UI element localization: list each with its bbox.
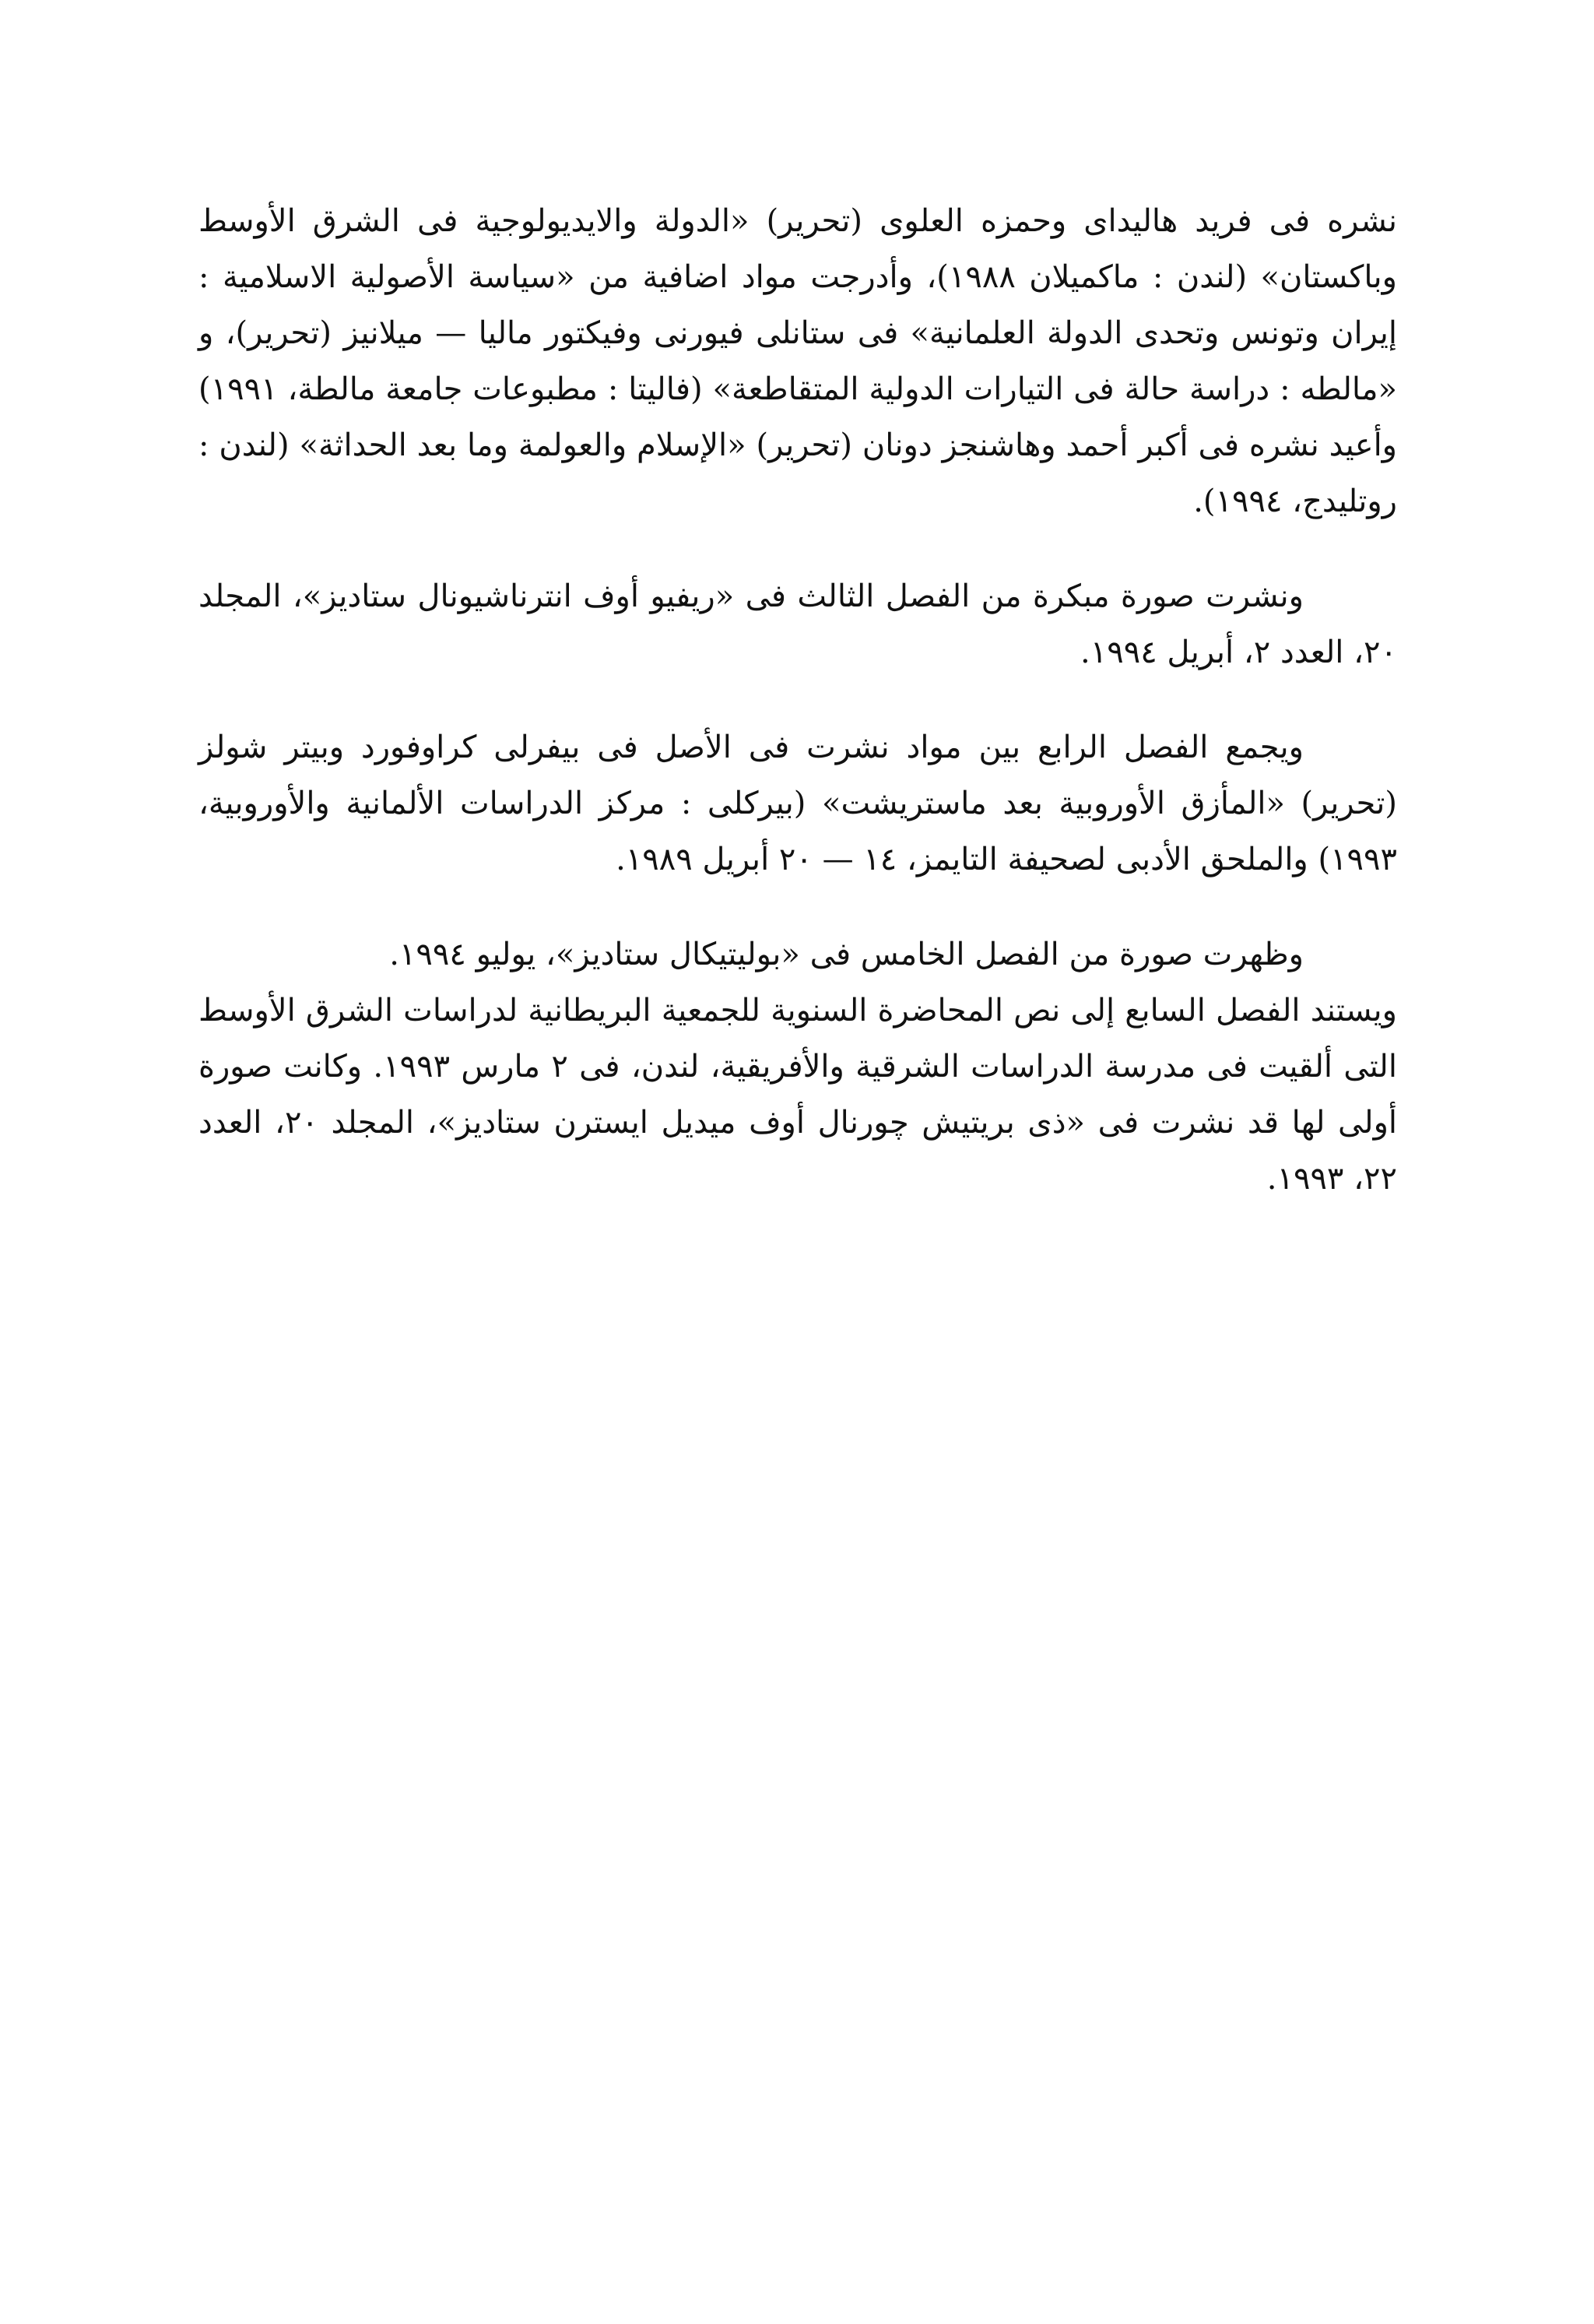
paragraph-chapter-five-note: وظهرت صورة من الفصل الخامس فى «بوليتيكال ستاديز»، يوليو ١٩٩٤. bbox=[389, 937, 1304, 972]
document-body bbox=[198, 193, 1397, 1246]
paragraph-chapter-four-note: ويجمع الفصل الرابع بين مواد نشرت فى الأصل فى بيفرلى كراوفورد وبيتر شولز (تحرير) «المأزق الأوروبية بعد ماستريشت» (بيركلى : مركز الدراسات الألمانية والأوروبية، ١٩٩٣) والملحق الأدبى لصحيفة التايمز، ١٤ — ٢٠ أبريل ١٩٨٩. bbox=[198, 730, 1397, 877]
paragraph-publication-sources: نشره فى فريد هاليداى وحمزه العلوى (تحرير) «الدولة والايديولوجية فى الشرق الأوسط وباكستان» (لندن : ماكميلان ١٩٨٨)، وأدرجت مواد اضافية من «سياسة الأصولية الاسلامية : إيران وتونس وتحدى الدولة العلمانية» فى ستانلى فيورنى وفيكتور ماليا — ميلانيز (تحرير)، و «مالطه : دراسة حالة فى التيارات الدولية المتقاطعة» (فاليتا : مطبوعات جامعة مالطة، ١٩٩١) وأعيد نشره فى أكبر أحمد وهاشنجز دونان (تحرير) «الإسلام والعولمة وما بعد الحداثة» (لندن : روتليدج، ١٩٩٤). bbox=[198, 203, 1398, 519]
paragraph-chapter-three-note: ونشرت صورة مبكرة من الفصل الثالث فى «ريفيو أوف انترناشيونال ستاديز»، المجلد ٢٠، العدد ٢، أبريل ١٩٩٤. bbox=[198, 578, 1397, 670]
paragraph-chapter-seven-note: ويستند الفصل السابع إلى نص المحاضرة السنوية للجمعية البريطانية لدراسات الشرق الأوسط التى ألقيت فى مدرسة الدراسات الشرقية والأفريقية، لندن، فى ٢ مارس ١٩٩٣. وكانت صورة أولى لها قد نشرت فى «ذى بريتيش چورنال أوف ميديل ايسترن ستاديز»، المجلد ٢٠، العدد ٢٢، ١٩٩٣. bbox=[198, 993, 1398, 1197]
